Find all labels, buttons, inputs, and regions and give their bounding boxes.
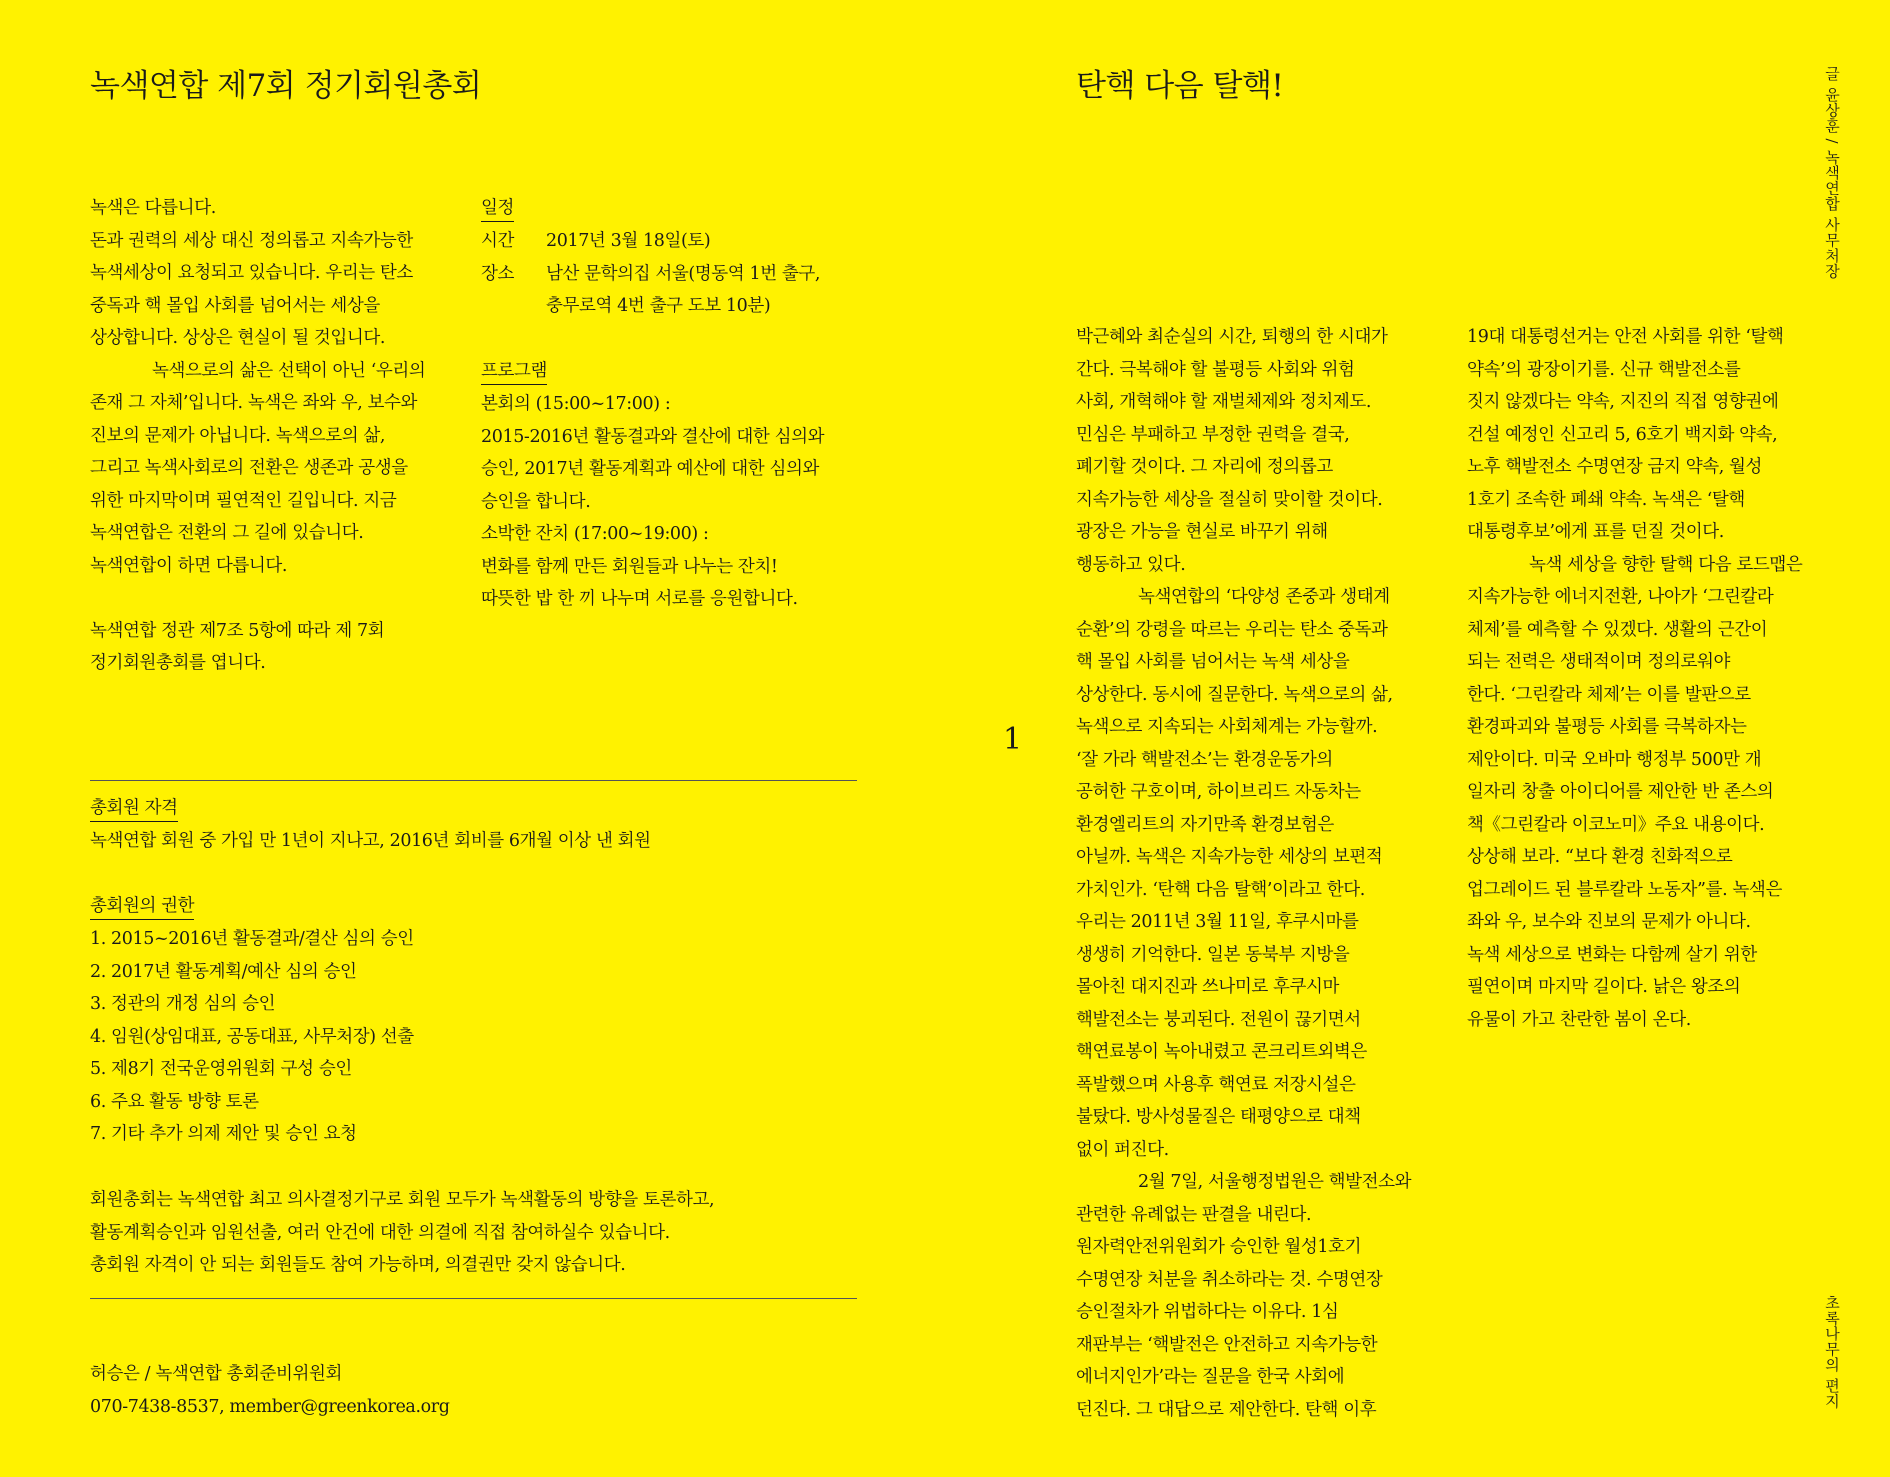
article-line: 행동하고 있다.: [1076, 554, 1186, 575]
article-line: 2월 7일, 서울행정법원은 핵발전소와: [1138, 1172, 1412, 1192]
article-line: 민심은 부패하고 부정한 권력을 결국,: [1076, 424, 1350, 445]
article-line: 환경파괴와 불평등 사회를 극복하자는: [1467, 717, 1747, 737]
left-page-title: 녹색연합 제7회 정기회원총회: [90, 68, 482, 104]
rights-list: [90, 923, 414, 1151]
article-line: 폐기할 것이다. 그 자리에 정의롭고: [1076, 457, 1333, 477]
article-line: 우리는 2011년 3월 11일, 후쿠시마를: [1076, 912, 1359, 932]
article-line: 책《그린칼라 이코노미》주요 내용이다.: [1467, 814, 1765, 835]
note-line: 총회원 자격이 안 되는 회원들도 참여 가능하며, 의결권만 갖지 않습니다.: [90, 1255, 626, 1275]
article-line: 녹색 세상으로 변화는 다함께 살기 위한: [1467, 944, 1757, 965]
intro-paragraph-1: [90, 192, 425, 355]
article-line: 필연이며 마지막 길이다. 낡은 왕조의: [1467, 977, 1741, 997]
article-line: ‘잘 가라 핵발전소’는 환경운동가의: [1076, 749, 1333, 770]
intro-line: 녹색은 다릅니다.: [90, 198, 216, 218]
program-line: 본회의 (15:00~17:00) :: [481, 394, 671, 414]
intro-line: 녹색연합이 하면 다릅니다.: [90, 555, 288, 576]
intro-line: 녹색연합은 전환의 그 길에 있습니다.: [90, 523, 364, 543]
article-line: 공허한 구호이며, 하이브리드 자동차는: [1076, 782, 1361, 802]
article-line: 녹색연합의 ‘다양성 존중과 생태계: [1138, 587, 1390, 607]
schedule-heading: 일정: [481, 195, 514, 222]
program-line: 2015-2016년 활동결과와 결산에 대한 심의와: [481, 426, 825, 447]
article-line: 없이 퍼진다.: [1076, 1139, 1169, 1160]
intro-line: 녹색연합 정관 제7조 5항에 따라 제 7회: [90, 620, 385, 641]
time-label: 시간: [481, 231, 515, 251]
contact-name: 허승은 / 녹색연합 총회준비위원회: [90, 1364, 343, 1384]
article-line: 핵발전소는 붕괴된다. 전원이 끊기면서: [1076, 1009, 1361, 1030]
author-byline: 글 윤상훈 / 녹색연합 사무처장: [1823, 66, 1841, 279]
intro-line: 중독과 핵 몰입 사회를 넘어서는 세상을: [90, 295, 380, 316]
article-line: 환경엘리트의 자기만족 환경보험은: [1076, 814, 1334, 835]
program-heading: 프로그램: [481, 358, 547, 385]
qualification-section: [90, 792, 651, 858]
article-line: 수명연장 처분을 취소하라는 것. 수명연장: [1076, 1269, 1383, 1290]
rights-section: [90, 890, 414, 1151]
intro-paragraph-2: [90, 355, 425, 583]
article-line: 간다. 극복해야 할 불평등 사회와 위험: [1076, 359, 1355, 380]
article-line: 지속가능한 에너지전환, 나아가 ‘그린칼라: [1467, 587, 1774, 607]
intro-line: 그리고 녹색사회로의 전환은 생존과 공생을: [90, 458, 408, 478]
article-line: 생생히 기억한다. 일본 동북부 지방을: [1076, 944, 1350, 965]
article-line: 던진다. 그 대답으로 제안한다. 탄핵 이후: [1076, 1399, 1377, 1420]
article-line: 1호기 조속한 폐쇄 약속. 녹색은 ‘탈핵: [1467, 489, 1745, 510]
qualification-text: 녹색연합 회원 중 가입 만 1년이 지나고, 2016년 회비를 6개월 이상 낸 회원: [90, 831, 651, 851]
article-line: 관련한 유례없는 판결을 내린다.: [1076, 1204, 1312, 1225]
article-line: 핵 몰입 사회를 넘어서는 녹색 세상을: [1076, 652, 1350, 672]
article-line: 폭발했으며 사용후 핵연료 저장시설은: [1076, 1074, 1356, 1095]
article-line: 업그레이드 된 블루칼라 노동자”를. 녹색은: [1467, 879, 1782, 900]
rights-item: 3. 정관의 개정 심의 승인: [90, 994, 276, 1014]
article-line: 녹색으로 지속되는 사회체계는 가능할까.: [1076, 717, 1378, 737]
article-line: 되는 전력은 생태적이며 정의로워야: [1467, 652, 1731, 672]
article-line: 박근혜와 최순실의 시간, 퇴행의 한 시대가: [1076, 327, 1388, 347]
article-line: 순환’의 강령을 따르는 우리는 탄소 중독과: [1076, 619, 1388, 640]
right-page-title: 탄핵 다음 탈핵!: [1076, 68, 1284, 104]
intro-line: 녹색으로의 삶은 선택이 아닌 ‘우리의: [152, 360, 426, 381]
article-line: 원자력안전위원회가 승인한 월성1호기: [1076, 1237, 1362, 1257]
program-line: 승인, 2017년 활동계획과 예산에 대한 심의와: [481, 459, 819, 479]
place-label: 장소: [481, 263, 515, 284]
qualification-heading: 총회원 자격: [90, 795, 178, 822]
article-line: 상상한다. 동시에 질문한다. 녹색으로의 삶,: [1076, 684, 1393, 705]
article-line: 에너지인가’라는 질문을 한국 사회에: [1076, 1367, 1345, 1387]
article-line: 몰아친 대지진과 쓰나미로 후쿠시마: [1076, 977, 1340, 997]
assembly-note: [90, 1184, 714, 1282]
divider-top: [90, 780, 857, 781]
article-line: 제안이다. 미국 오바마 행정부 500만 개: [1467, 749, 1762, 770]
intro-line: 상상합니다. 상상은 현실이 될 것입니다.: [90, 328, 386, 348]
page-number: 1: [1003, 722, 1023, 757]
intro-line: 위한 마지막이며 필연적인 길입니다. 지금: [90, 490, 397, 511]
article-line: 건설 예정인 신고리 5, 6호기 백지화 약속,: [1467, 424, 1778, 445]
place-value-2: 충무로역 4번 출구 도보 10분): [546, 296, 771, 316]
intro-line: 진보의 문제가 아닙니다. 녹색으로의 삶,: [90, 425, 386, 446]
note-line: 회원총회는 녹색연합 최고 의사결정기구로 회원 모두가 녹색활동의 방향을 토론하고,: [90, 1190, 715, 1210]
article-line: 체제’를 예측할 수 있겠다. 생활의 근간이: [1467, 619, 1768, 640]
schedule-place-row: [481, 258, 820, 291]
article-line: 사회, 개혁해야 할 재벌체제와 정치제도.: [1076, 392, 1372, 412]
place-value-1: 남산 문학의집 서울(명동역 1번 출구,: [546, 263, 821, 284]
program-line: 변화를 함께 만든 회원들과 나누는 잔치!: [481, 556, 778, 577]
article-line: 19대 대통령선거는 안전 사회를 위한 ‘탈핵: [1467, 327, 1784, 347]
article-line: 일자리 창출 아이디어를 제안한 반 존스의: [1467, 782, 1774, 802]
article-line: 한다. ‘그린칼라 체제’는 이를 발판으로: [1467, 684, 1751, 705]
divider-bottom: [90, 1298, 857, 1299]
rights-item: 2. 2017년 활동계획/예산 심의 승인: [90, 961, 357, 982]
rights-item: 7. 기타 추가 의제 제안 및 승인 요청: [90, 1124, 357, 1144]
program-section: [481, 355, 824, 616]
article-line: 유물이 가고 찬란한 봄이 온다.: [1467, 1009, 1691, 1030]
rights-item: 4. 임원(상임대표, 공동대표, 사무처장) 선출: [90, 1026, 414, 1047]
article-line: 대통령후보’에게 표를 던질 것이다.: [1467, 522, 1724, 542]
time-value: 2017년 3월 18일(토): [546, 231, 711, 251]
contact-block: [90, 1358, 450, 1423]
intro-line: 녹색세상이 요청되고 있습니다. 우리는 탄소: [90, 263, 413, 283]
rights-item: 6. 주요 활동 방향 토론: [90, 1091, 259, 1112]
article-line: 노후 핵발전소 수명연장 금지 약속, 월성: [1467, 457, 1763, 477]
article-column-2: [1467, 321, 1802, 1036]
schedule-section: [481, 192, 820, 323]
rights-heading: 총회원의 권한: [90, 893, 194, 920]
article-line: 약속’의 광장이기를. 신규 핵발전소를: [1467, 359, 1741, 380]
rights-item: 5. 제8기 전국운영위원회 구성 승인: [90, 1059, 352, 1079]
footer-vertical-title: 초록나무의 편지: [1823, 1295, 1841, 1409]
article-line: 상상해 보라. “보다 환경 친화적으로: [1467, 847, 1733, 867]
schedule-time-row: [481, 225, 820, 258]
program-line: 따뜻한 밥 한 끼 나누며 서로를 응원합니다.: [481, 589, 798, 609]
article-line: 지속가능한 세상을 절실히 맞이할 것이다.: [1076, 489, 1383, 510]
article-line: 불탔다. 방사성물질은 태평양으로 대책: [1076, 1107, 1361, 1127]
note-line: 활동계획승인과 임원선출, 여러 안건에 대한 의결에 직접 참여하실수 있습니다.: [90, 1222, 670, 1243]
intro-line: 존재 그 자체’입니다. 녹색은 좌와 우, 보수와: [90, 393, 418, 413]
article-column-1: [1076, 321, 1411, 1426]
article-line: 광장은 가능을 현실로 바꾸기 위해: [1076, 522, 1328, 542]
rights-item: 1. 2015~2016년 활동결과/결산 심의 승인: [90, 929, 414, 949]
intro-paragraph-3: [90, 615, 425, 680]
contact-info: 070-7438-8537, member@greenkorea.org: [90, 1396, 450, 1417]
intro-line: 정기회원총회를 엽니다.: [90, 653, 266, 673]
program-line: 소박한 잔치 (17:00~19:00) :: [481, 524, 709, 544]
article-line: 녹색 세상을 향한 탈핵 다음 로드맵은: [1529, 554, 1803, 575]
article-line: 가치인가. ‘탄핵 다음 탈핵’이라고 한다.: [1076, 879, 1365, 900]
intro-line: 돈과 권력의 세상 대신 정의롭고 지속가능한: [90, 230, 413, 251]
article-line: 승인절차가 위법하다는 이유다. 1심: [1076, 1302, 1339, 1322]
article-line: 아닐까. 녹색은 지속가능한 세상의 보편적: [1076, 847, 1383, 867]
article-line: 재판부는 ‘핵발전은 안전하고 지속가능한: [1076, 1334, 1378, 1355]
program-line: 승인을 합니다.: [481, 491, 591, 512]
article-line: 짓지 않겠다는 약속, 지진의 직접 영향권에: [1467, 392, 1779, 412]
article-line: 좌와 우, 보수와 진보의 문제가 아니다.: [1467, 912, 1751, 932]
article-line: 핵연료봉이 녹아내렸고 콘크리트외벽은: [1076, 1042, 1367, 1062]
program-lines: [481, 388, 824, 616]
intro-column: [90, 192, 425, 680]
